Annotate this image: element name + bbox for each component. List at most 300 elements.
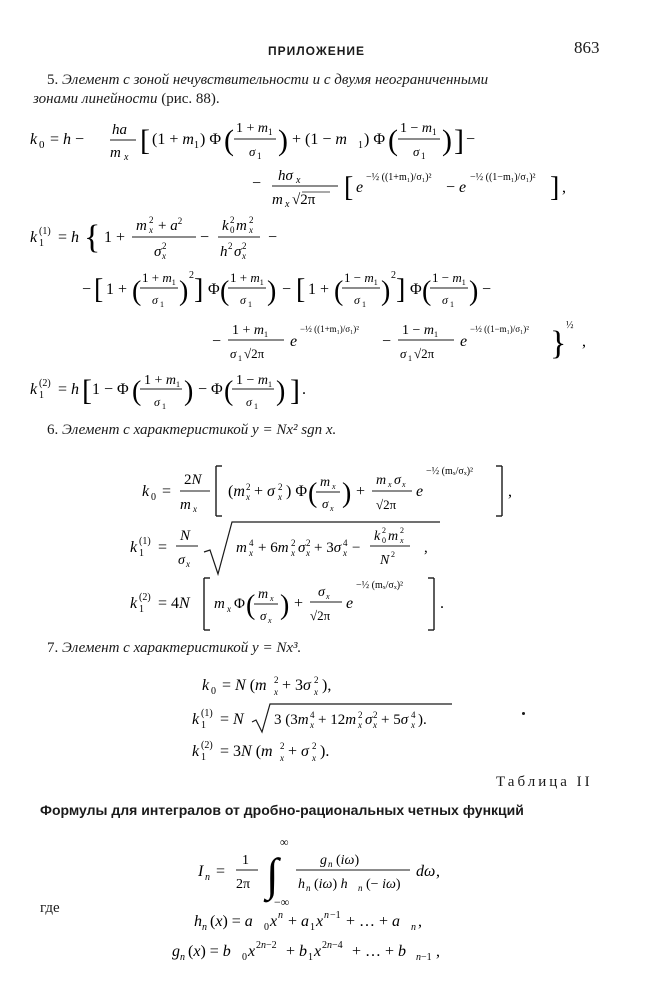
equation-6-k0 [140,452,560,522]
svg-text:}: } [550,325,567,362]
svg-text:m: m [236,218,247,234]
svg-text:√2π: √2π [414,346,435,361]
svg-text:k: k [30,229,38,246]
svg-text:−1: −1 [330,910,341,921]
svg-text:[: [ [94,274,104,305]
svg-text:(: ( [388,124,398,157]
table-title: Формулы для интегралов от дробно-рациональных четных функций [40,802,524,818]
svg-text:k: k [142,483,150,500]
svg-text:N: N [180,528,191,544]
table-label: Таблица II [496,774,593,790]
svg-text:+ 5σ: + 5σ [381,712,409,728]
svg-text:σ: σ [230,346,237,361]
svg-text:2: 2 [230,215,235,225]
svg-text:σ: σ [260,608,267,623]
svg-text:−½ (mₓ/σₓ)²: −½ (mₓ/σₓ)² [356,580,404,591]
svg-text:(: ( [246,590,256,621]
svg-text:−½ ((1−m₁)/σ₁)²: −½ ((1−m₁)/σ₁)² [470,324,529,334]
svg-text:= N (m: = N (m [222,677,267,694]
svg-text:σ: σ [322,496,329,511]
svg-text:]: ] [194,274,204,305]
svg-text:2: 2 [149,215,154,225]
svg-text:4: 4 [249,538,254,548]
svg-text:√2π: √2π [244,346,265,361]
svg-text:+ a2: + $a^2$ [158,216,183,234]
svg-text:=: = [162,483,172,500]
svg-text:0: 0 [151,492,156,503]
svg-text:x: x [291,548,295,558]
svg-text:hσ: hσ [278,168,293,184]
svg-text:1: 1 [194,140,199,151]
svg-text:−: − [212,333,222,350]
section-7-heading: 7. Элемент с характеристикой y = Nx³. [47,640,302,656]
svg-text:σ: σ [400,346,407,361]
svg-text:x: x [343,548,347,558]
svg-text:[: [ [344,172,354,203]
svg-text:2: 2 [291,538,296,548]
svg-text:+ b: + b [286,943,308,960]
svg-text:σ: σ [442,293,448,307]
svg-text:+ 3σ: + 3σ [314,540,342,556]
svg-text:σ: σ [249,144,256,159]
svg-text:(x) = b: (x) = b [188,943,231,960]
svg-text:−: − [268,229,278,246]
svg-text:σ: σ [154,395,160,409]
section-5-text: Элемент с зоной нечувствительности и с двумя неограниченными [62,72,489,88]
svg-text:σ: σ [354,293,360,307]
section-7-formula: y = Nx³. [252,640,302,656]
svg-text:(: ( [132,376,142,407]
equation-6-k1 [128,516,468,578]
svg-text:.: . [440,595,444,612]
svg-text:1 − m1: $1 - m_1$ [402,323,439,339]
svg-text:+ … + a: + … + a [346,913,401,930]
svg-text:1 +: 1 + [308,281,330,298]
svg-text:1 + m1: $1 + m_1$ [144,373,181,389]
svg-text:x: x [411,720,415,730]
svg-text:k: k [222,218,229,234]
where-word: где [40,900,60,916]
svg-text:k: k [30,381,38,398]
svg-text:(m: (m [228,483,245,500]
svg-text:m: m [272,192,283,208]
svg-text:) Φ: ) Φ [200,131,222,148]
svg-text:= 3N (m: = 3N (m [220,743,273,760]
svg-text:{: { [84,219,101,256]
equation-7-k2 [190,734,390,768]
svg-text:√2π: √2π [292,192,316,208]
svg-text:(2): (2) [139,592,151,603]
svg-text:2: 2 [382,526,386,535]
svg-text:x: x [400,536,404,545]
svg-text:1: 1 [254,402,258,411]
svg-text:1: 1 [358,140,363,151]
svg-text:1: 1 [450,300,454,309]
svg-text:I: I [198,863,204,880]
section-6-formula: y = Nx² sgn x. [252,422,337,438]
svg-text:1: 1 [160,300,164,309]
svg-text:m: m [214,596,225,612]
svg-text:x: x [124,152,129,163]
svg-text:n: n [411,922,416,933]
svg-text:,: , [424,540,428,556]
svg-text:e: e [356,179,364,196]
svg-text:m: m [388,529,399,544]
svg-text:Φ: Φ [208,281,220,298]
svg-text:+ 3σ: + 3σ [282,677,311,694]
svg-text:dω: dω [416,863,436,880]
svg-text:− Φ: − Φ [198,381,223,398]
svg-text:]: ] [454,124,464,157]
svg-text:= N: = N [220,711,244,728]
svg-text:Φ: Φ [234,596,245,612]
svg-text:e: e [290,333,298,350]
svg-text:m: m [236,540,247,556]
svg-text:1: 1 [308,952,313,963]
svg-text:√2π: √2π [310,608,331,623]
equation-integral [196,832,476,912]
svg-text:N: N [380,553,390,568]
svg-text:4: 4 [310,710,315,720]
svg-text:n: n [324,910,329,921]
svg-text:0: 0 [39,139,45,151]
svg-text:x: x [242,251,246,261]
svg-text:2π: 2π [236,877,251,892]
svg-text:x: x [388,480,392,489]
svg-text:−½ ((1+m₁)/σ₁)²: −½ ((1+m₁)/σ₁)² [300,324,359,334]
svg-text:x: x [326,592,330,601]
svg-text:2: 2 [246,482,251,492]
svg-text:1: 1 [139,548,144,559]
svg-text:,: , [418,913,422,930]
svg-text:x: x [316,913,324,930]
svg-text:k: k [130,595,138,612]
svg-text:(iω): (iω) [336,853,360,868]
svg-text:1: 1 [39,238,44,249]
svg-text:x: x [246,492,250,502]
svg-text:2n−2: 2n−2 [256,940,277,951]
svg-text:1 − m1: $1 - m_1$ [236,373,273,389]
svg-text:1 +: 1 + [104,229,126,246]
svg-text:x: x [193,504,197,514]
svg-text:(2): (2) [201,740,213,751]
svg-text:+ … + b: + … + b [352,943,407,960]
svg-text:,: , [508,483,512,500]
svg-text:n: n [180,952,185,963]
svg-text:[: [ [140,124,150,157]
svg-text:2: 2 [391,550,395,559]
svg-text:σ: σ [234,244,242,260]
svg-text:1: 1 [268,127,273,137]
svg-text:2: 2 [373,710,378,720]
svg-text:x: x [186,559,190,569]
svg-text:σ: σ [178,553,185,568]
svg-text:−: − [352,540,361,556]
svg-text:−: − [200,229,210,246]
svg-text:n: n [205,872,210,883]
equation-6-k2 [128,572,468,636]
svg-text:e: e [416,483,424,500]
svg-text:σ: σ [413,144,420,159]
svg-text:g: g [172,943,180,960]
svg-text:2: 2 [306,538,311,548]
svg-text:+ σ: + σ [288,743,309,760]
svg-text:m: m [110,145,121,161]
svg-text:+ a: + a [288,913,310,930]
svg-text:0: 0 [242,952,247,963]
svg-text:σ: σ [298,540,306,556]
svg-text:2: 2 [312,741,317,751]
svg-text:x: x [149,225,153,235]
svg-text:k: k [192,743,200,760]
svg-text:h: h [220,244,228,260]
equation-gn [170,934,490,968]
svg-text:n−1: n−1 [416,952,432,963]
svg-text:1: 1 [201,752,206,763]
svg-text:n: n [358,883,363,893]
svg-text:1 +: 1 + [106,281,128,298]
svg-text:m: m [258,587,269,602]
section-5-heading: 5. Элемент с зоной нечувствительности и с двумя неограниченными [47,72,489,88]
svg-text:1: 1 [362,300,366,309]
svg-text:1: 1 [257,151,262,161]
svg-text:x: x [227,604,231,614]
svg-text:x: x [280,753,284,763]
equation-7-k0 [200,668,400,702]
svg-text:= h: = h [58,229,80,246]
svg-text:(2): (2) [39,378,51,389]
svg-text:1: 1 [139,604,144,615]
svg-text:x: x [270,913,278,930]
svg-text:2: 2 [249,215,254,225]
svg-text:).: ). [418,712,427,728]
svg-text:1 − Φ: 1 − Φ [92,381,129,398]
svg-text:−: − [482,281,492,298]
svg-text:1 − m1: $1 - m_1$ [344,270,378,287]
svg-text:1: 1 [408,354,412,363]
svg-text:(iω) h: (iω) h [314,877,348,892]
svg-text:= h −: = h − [50,131,85,148]
equation-5-k0-line1 [28,110,628,166]
svg-text:1: 1 [39,390,44,401]
running-header: ПРИЛОЖЕНИЕ [268,44,365,58]
svg-text:x: x [373,720,377,730]
svg-text:1 + m1: $1 + m_1$ [142,270,176,287]
svg-text:(: ( [334,276,344,307]
svg-text:2N: 2N [184,472,202,488]
svg-text:(: ( [308,478,318,509]
svg-text:−: − [466,131,476,148]
svg-text:0: 0 [230,225,235,235]
svg-text:1: 1 [421,151,426,161]
svg-text:) Φ: ) Φ [364,131,386,148]
svg-text:−∞: −∞ [274,895,290,909]
svg-text:σ: σ [246,395,252,409]
svg-text:σ: σ [318,585,325,600]
svg-text:(: ( [132,276,142,307]
svg-text:σ: σ [240,293,246,307]
svg-text:1 − m: 1 − m [400,121,433,136]
svg-text:n: n [278,910,283,921]
svg-text:]: ] [290,374,300,407]
svg-text:2: 2 [280,741,285,751]
page-number: 863 [574,38,600,57]
svg-text:0: 0 [211,686,216,697]
svg-text:+: + [294,595,304,612]
svg-text:+ (1 − m: + (1 − m [292,131,347,148]
section-5-heading-line2: зонами линейности (рис. 88). [33,91,220,107]
svg-text:): ) [184,376,194,407]
svg-text:m: m [136,218,147,234]
svg-text:x: x [162,251,166,261]
svg-text:= h: = h [58,381,80,398]
svg-text:[: [ [296,274,306,305]
equation-5-k1-line1 [28,206,348,264]
svg-text:): ) [179,276,189,307]
svg-text:(1): (1) [139,536,151,547]
svg-text:2: 2 [391,270,396,281]
svg-text:h: h [194,913,202,930]
svg-text:n: n [306,883,311,893]
svg-text:): ) [267,276,277,307]
svg-text:(1): (1) [201,708,213,719]
svg-text:2n−4: 2n−4 [322,940,343,951]
svg-text:(1): (1) [39,226,51,237]
svg-text:0: 0 [264,922,269,933]
svg-text:1: 1 [248,300,252,309]
svg-text:−½ ((1+m₁)/σ₁)²: −½ ((1+m₁)/σ₁)² [366,172,432,183]
svg-text:(x) = a: (x) = a [210,913,253,930]
svg-text:): ) [469,276,479,307]
svg-text:(1 + m: (1 + m [152,131,194,148]
svg-text:σ: σ [152,293,158,307]
svg-text:m: m [180,497,191,513]
svg-text:): ) [280,590,290,621]
svg-text:2: 2 [242,241,247,251]
svg-text:+ 12m: + 12m [318,712,357,728]
svg-text:x: x [310,720,314,730]
svg-text:2: 2 [400,526,404,535]
svg-text:x: x [402,480,406,489]
svg-text:): ) [442,124,452,157]
svg-text:): ) [342,478,352,509]
svg-text:+: + [356,483,366,500]
svg-text:k: k [374,529,381,544]
svg-text:+ σ: + σ [254,483,275,500]
svg-text:]: ] [396,274,406,305]
svg-text:x: x [278,492,282,502]
svg-text:(: ( [422,276,432,307]
svg-text:4: 4 [343,538,348,548]
svg-text:1 − m1: $1 - m_1$ [432,270,466,287]
svg-text:x: x [296,175,301,186]
svg-text:0: 0 [382,536,386,545]
svg-text:(: ( [220,276,230,307]
svg-text:σ: σ [394,473,401,488]
svg-text:]: ] [550,172,560,203]
svg-text:x: x [285,199,290,210]
svg-text:,: , [436,943,440,960]
svg-text:,: , [436,863,440,880]
svg-text:=: = [216,863,226,880]
svg-text:2: 2 [162,241,167,251]
svg-text:1: 1 [242,853,249,868]
svg-text:1: 1 [162,402,166,411]
svg-text:x: x [306,548,310,558]
svg-text:√2π: √2π [376,497,397,512]
svg-text:−: − [82,281,92,298]
svg-text:m: m [320,475,331,490]
svg-text:k: k [30,131,38,148]
equation-5-k1-line2 [80,264,600,316]
svg-text:x: x [314,943,322,960]
svg-text:1 + m1: $1 + m_1$ [232,323,269,339]
svg-text:− e: − e [446,179,467,196]
svg-text:x: x [270,594,274,603]
svg-text:h: h [298,877,305,892]
svg-text:n: n [202,922,207,933]
svg-text:−: − [382,333,392,350]
svg-text:1: 1 [238,354,242,363]
svg-text:= 4N: = 4N [158,595,190,612]
svg-text:x: x [249,548,253,558]
svg-text:x: x [248,943,256,960]
svg-text:−½ ((1−m₁)/σ₁)²: −½ ((1−m₁)/σ₁)² [470,172,536,183]
svg-text:): ) [276,376,286,407]
svg-text:k: k [202,677,210,694]
svg-text:1: 1 [201,720,206,731]
svg-text:g: g [320,853,327,868]
svg-text:2: 2 [358,710,363,720]
svg-text:(: ( [224,124,234,157]
svg-text:): ) [381,276,391,307]
svg-text:2: 2 [278,482,283,492]
svg-text:1: 1 [432,127,437,137]
svg-text:x: x [332,482,336,491]
svg-text:½: ½ [566,320,574,331]
svg-text:).: ). [320,743,330,760]
svg-text:(− iω): (− iω) [366,877,401,892]
svg-text:2: 2 [228,241,233,251]
svg-text:−: − [252,175,262,192]
equation-5-k1-line3 [210,314,620,370]
svg-text:k: k [192,711,200,728]
svg-text:),: ), [322,677,332,694]
svg-text:−½ (mₓ/σₓ)²: −½ (mₓ/σₓ)² [426,466,474,477]
equation-5-k0-line2 [250,160,620,212]
svg-text:x: x [274,687,278,697]
svg-text:+ 6m: + 6m [258,540,289,556]
svg-text:(: ( [224,376,234,407]
svg-text:e: e [346,595,354,612]
stray-dot [522,712,525,715]
svg-text:3 (3m: 3 (3m [274,712,309,728]
svg-text:4: 4 [411,710,416,720]
svg-text:Φ: Φ [410,281,422,298]
svg-text:1 + m1: $1 + m_1$ [230,270,264,287]
svg-text:x: x [268,616,272,625]
svg-text:1: 1 [310,922,315,933]
svg-text:σ: σ [154,244,162,260]
svg-text:σ: σ [365,712,373,728]
svg-text:) Φ: ) Φ [286,483,308,500]
svg-text:x: x [312,753,316,763]
equation-5-k2 [28,366,368,416]
svg-text:∞: ∞ [280,835,289,849]
section-6-heading: 6. Элемент с характеристикой y = Nx² sgn x. [47,422,337,438]
svg-text:−: − [282,281,292,298]
svg-text:2: 2 [274,675,279,685]
